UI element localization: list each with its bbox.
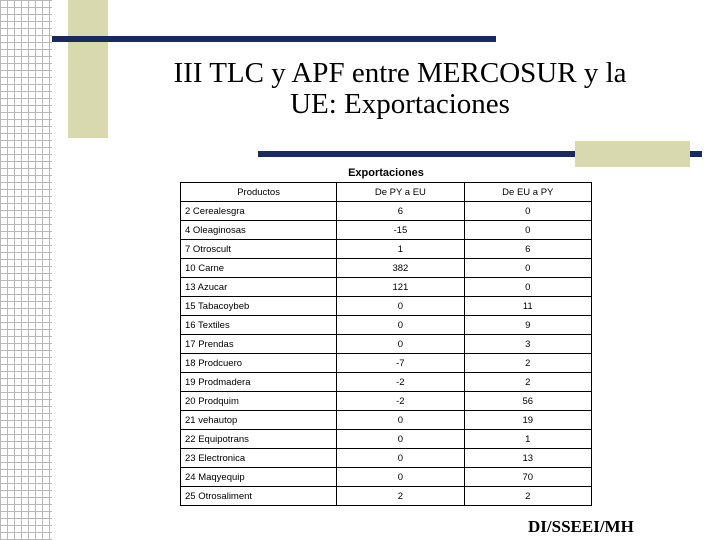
cell-product: 21 vehautop xyxy=(181,411,337,430)
cell-py-to-eu: 382 xyxy=(337,259,464,278)
table-row xyxy=(181,335,592,354)
header-productos: Productos xyxy=(181,183,337,202)
cell-product: 2 Cerealesgra xyxy=(181,202,337,221)
cell-product: 15 Tabacoybeb xyxy=(181,297,337,316)
decorative-grid-strip xyxy=(0,0,52,540)
decorative-olive-block-mid xyxy=(575,141,690,167)
table-row xyxy=(181,430,592,449)
table-caption: Exportaciones xyxy=(348,167,424,179)
cell-product: 19 Prodmadera xyxy=(181,373,337,392)
cell-product: 24 Maqyequip xyxy=(181,468,337,487)
table-row xyxy=(181,316,592,335)
table-row xyxy=(181,278,592,297)
cell-eu-to-py: 0 xyxy=(464,202,591,221)
cell-eu-to-py: 19 xyxy=(464,411,591,430)
cell-eu-to-py: 70 xyxy=(464,468,591,487)
cell-py-to-eu: 0 xyxy=(337,316,464,335)
cell-eu-to-py: 0 xyxy=(464,221,591,240)
table-row xyxy=(181,221,592,240)
cell-product: 10 Carne xyxy=(181,259,337,278)
cell-product: 20 Prodquim xyxy=(181,392,337,411)
table-row xyxy=(181,240,592,259)
table-row xyxy=(181,468,592,487)
table-row xyxy=(181,411,592,430)
cell-py-to-eu: 0 xyxy=(337,430,464,449)
cell-py-to-eu: 0 xyxy=(337,335,464,354)
header-py-to-eu: De PY a EU xyxy=(337,183,464,202)
cell-py-to-eu: 2 xyxy=(337,487,464,506)
cell-eu-to-py: 0 xyxy=(464,278,591,297)
cell-py-to-eu: -7 xyxy=(337,354,464,373)
table-row xyxy=(181,297,592,316)
cell-product: 13 Azucar xyxy=(181,278,337,297)
cell-eu-to-py: 11 xyxy=(464,297,591,316)
header-eu-to-py: De EU a PY xyxy=(464,183,591,202)
cell-product: 17 Prendas xyxy=(181,335,337,354)
table-row xyxy=(181,354,592,373)
cell-eu-to-py: 2 xyxy=(464,373,591,392)
cell-eu-to-py: 2 xyxy=(464,354,591,373)
cell-py-to-eu: -15 xyxy=(337,221,464,240)
cell-product: 22 Equipotrans xyxy=(181,430,337,449)
cell-eu-to-py: 6 xyxy=(464,240,591,259)
slide-title xyxy=(100,58,700,120)
cell-product: 4 Oleaginosas xyxy=(181,221,337,240)
slide-title-line2: UE: Exportaciones xyxy=(290,88,510,120)
cell-py-to-eu: -2 xyxy=(337,392,464,411)
cell-eu-to-py: 3 xyxy=(464,335,591,354)
table-row xyxy=(181,392,592,411)
cell-eu-to-py: 9 xyxy=(464,316,591,335)
table-row xyxy=(181,373,592,392)
table-body xyxy=(181,202,592,506)
cell-eu-to-py: 0 xyxy=(464,259,591,278)
table-row xyxy=(181,449,592,468)
cell-product: 23 Electronica xyxy=(181,449,337,468)
cell-eu-to-py: 1 xyxy=(464,430,591,449)
cell-product: 25 Otrosaliment xyxy=(181,487,337,506)
cell-eu-to-py: 56 xyxy=(464,392,591,411)
cell-product: 7 Otroscult xyxy=(181,240,337,259)
cell-py-to-eu: 121 xyxy=(337,278,464,297)
slide-title-line1: III TLC y APF entre MERCOSUR y la xyxy=(173,57,627,89)
cell-py-to-eu: 0 xyxy=(337,411,464,430)
decorative-bar-top xyxy=(52,36,496,42)
table-row xyxy=(181,259,592,278)
cell-py-to-eu: -2 xyxy=(337,373,464,392)
cell-eu-to-py: 2 xyxy=(464,487,591,506)
cell-py-to-eu: 6 xyxy=(337,202,464,221)
exports-table xyxy=(180,182,592,506)
table-header-row xyxy=(181,183,592,202)
cell-py-to-eu: 0 xyxy=(337,468,464,487)
cell-py-to-eu: 0 xyxy=(337,297,464,316)
table-row xyxy=(181,487,592,506)
cell-py-to-eu: 0 xyxy=(337,449,464,468)
table-row xyxy=(181,202,592,221)
cell-py-to-eu: 1 xyxy=(337,240,464,259)
cell-product: 16 Textiles xyxy=(181,316,337,335)
footer-credit: DI/SSEEI/MH xyxy=(528,517,634,536)
cell-eu-to-py: 13 xyxy=(464,449,591,468)
cell-product: 18 Prodcuero xyxy=(181,354,337,373)
